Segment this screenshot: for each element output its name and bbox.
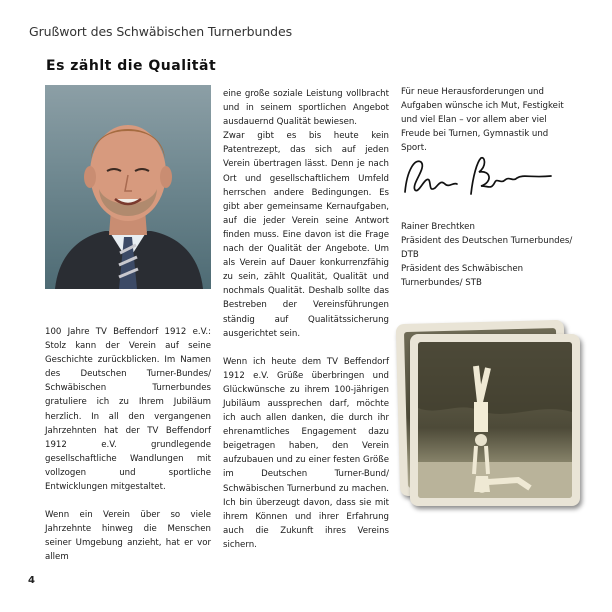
signer-role: Präsident des Deutschen Turnerbundes/ DTB bbox=[401, 236, 573, 261]
handwritten-signature bbox=[401, 150, 571, 208]
historic-gymnastics-photo bbox=[418, 342, 572, 498]
signature-block bbox=[401, 220, 581, 290]
section-header: Grußwort des Schwäbischen Turnerbundes bbox=[29, 24, 292, 39]
portrait-photo bbox=[45, 85, 211, 289]
text-column-2 bbox=[223, 87, 389, 552]
paragraph: Wenn ein Verein über so viele Jahrzehnte hinweg die Menschen seiner Umgebung anzieht, hat er vor allem bbox=[45, 510, 211, 563]
paragraph: Wenn ich heute dem TV Beffendorf 1912 e.V. Grüße überbringen und Glückwünsche zu ihrem 100-jährigen Jubiläum aussprechen darf, möchte ich auch allen danken, die durch ihr ehrenamtliches Engagement dazu beigetragen haben, den Verein aufzubauen und zu einer festen Größe im Deutschen Turner-Bund/ Schwäbischen Turnerbund zu machen. Ich bin überzeugt davon, dass sie mit ihrem Können und ihrer Erfahrung auch die Zukunft ihres Vereins sichern. bbox=[223, 356, 389, 550]
paragraph: 100 Jahre TV Beffendorf 1912 e.V.: Stolz kann der Verein auf seine Geschichte zurückblicken. Im Namen des Deutschen Turner-Bundes/ Schwäbischen Turnerbundes gratuliere ich zu Ihrem Jubiläum herzlich. In all den vergangenen Jahrzehnten hat der TV Beffendorf 1912 e.V. grundlegende gesellschaftliche Wandlungen mit vollzogen und sportliche Entwicklungen mitgestaltet. bbox=[45, 327, 211, 493]
signer-role: Präsident des Schwäbischen Turnerbundes/ STB bbox=[401, 264, 524, 289]
closing-paragraph: Für neue Herausforderungen und Aufgaben wünsche ich Mut, Festigkeit und viel Elan – vor allem aber viel Freude bei Turnen, Gymnastik und Sport. bbox=[401, 87, 564, 154]
text-column-1 bbox=[45, 325, 211, 565]
article-title: Es zählt die Qualität bbox=[46, 58, 217, 74]
historic-photo-stack bbox=[396, 318, 586, 508]
paragraph: eine große soziale Leistung vollbracht und in seinem sportlichen Angebot ausdauernd Qualität bewiesen. bbox=[223, 89, 389, 128]
text-column-3 bbox=[401, 85, 569, 155]
signer-name: Rainer Brechtken bbox=[401, 222, 475, 232]
paragraph: Zwar gibt es bis heute kein Patentrezept, das sich auf jeden Verein übertragen lässt. Denn je nach Ort und gesellschaftlichem Umfeld herrschen andere Bedingungen. Es gibt aber gemeinsame Kernaufgaben, auf die jeder Verein seine Antwort finden muss. Eine davon ist die Frage nach der Qualität der Angebote. Um als Verein auf Dauer konkurrenzfähig zu sein, zählt Qualität, Qualität und nochmals Qualität. Deshalb sollte das Bestreben der Vereinsführungen ständig auf Qualitätssicherung ausgerichtet sein. bbox=[223, 131, 389, 339]
page-number: 4 bbox=[28, 575, 35, 586]
photo-card-front bbox=[410, 334, 580, 506]
